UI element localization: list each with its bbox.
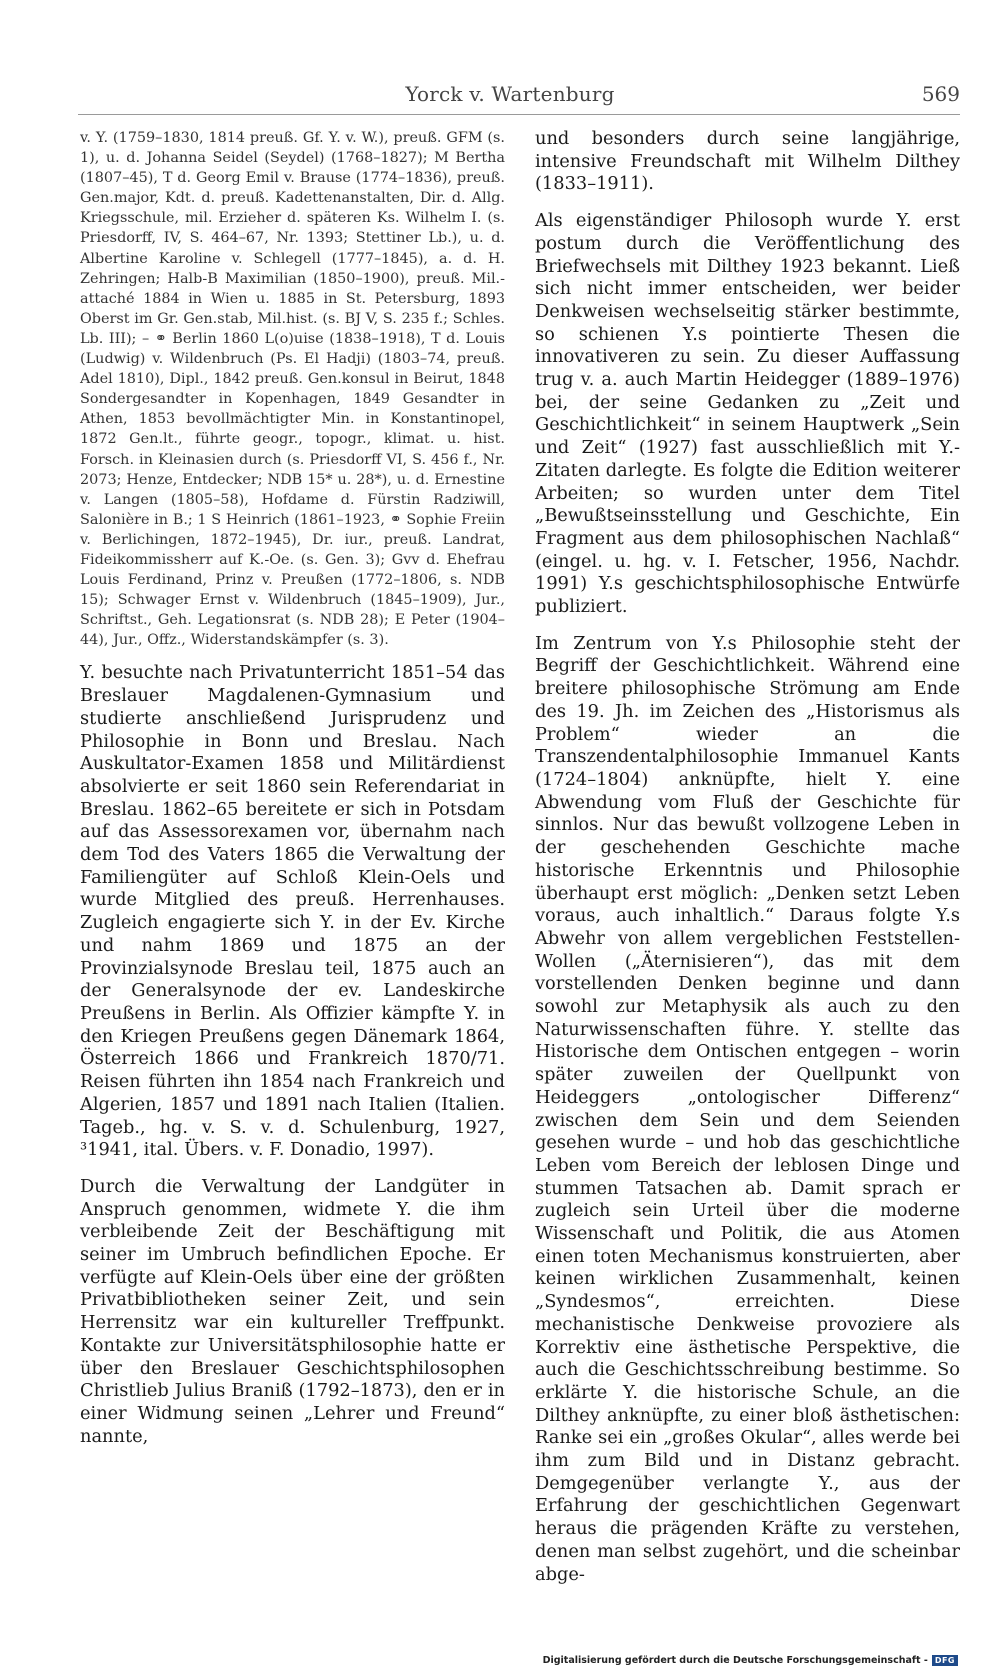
body-paragraph: Durch die Verwaltung der Landgüter in Anspruch genommen, widmete Y. die ihm verbleibende Zeit der Beschäftigung mit seiner im Umbruch befindlichen Epoche. Er verfügte auf Klein-Oels über eine der größten Privatbibliotheken seiner Zeit, und sein Herrensitz war ein kultureller Treffpunkt. Kontakte zur Universitätsphilosophie hatte er über den Breslauer Geschichtsphilosophen Christlieb Julius Braniß (1792–1873), den er in einer Widmung seinen „Lehrer und Freund“ nannte, bbox=[80, 1175, 505, 1447]
body-paragraph: Als eigenständiger Philosoph wurde Y. erst postum durch die Veröffentlichung des Briefwechsels mit Dilthey 1923 bekannt. Ließ sich nicht immer entscheiden, wer beider Denkweisen wechselseitig stärker bestimmte, so schienen Y.s pointierte Thesen die innovativeren zu sein. Zu dieser Auffassung trug v. a. auch Martin Heidegger (1889–1976) bei, der seine Gedanken zu „Zeit und Geschichtlichkeit“ in seinem Hauptwerk „Sein und Zeit“ (1927) fast ausschließlich mit Y.-Zitaten darlegte. Es folgte die Edition weiterer Arbeiten; so wurden unter dem Titel „Bewußtseinsstellung und Geschichte, Ein Fragment aus dem philosophischen Nachlaß“ (eingel. u. hg. v. I. Fetscher, 1956, Nachdr. 1991) Y.s geschichtsphilosophische Entwürfe publiziert. bbox=[535, 210, 960, 618]
header-rule bbox=[78, 114, 960, 115]
page-number: 569 bbox=[921, 82, 960, 106]
dfg-logo: DFG bbox=[932, 1655, 958, 1666]
left-column bbox=[80, 128, 505, 1462]
body-paragraph: Im Zentrum von Y.s Philosophie steht der Begriff der Geschichtlichkeit. Während eine breitere philosophische Strömung am Ende des 19. Jh. im Zeichen des „Historismus als Problem“ wieder an die Transzendentalphilosophie Immanuel Kants (1724–1804) anknüpfte, hielt Y. eine Abwendung vom Fluß der Geschichte für sinnlos. Nur das bewußt vollzogene Leben in der geschehenden Geschichte mache historische Erkenntnis und Philosophie überhaupt erst möglich: „Denken setzt Leben voraus, auch inhaltlich.“ Daraus folgte Y.s Abwehr von allem vergeblichen Feststellen-Wollen („Äternisieren“), das mit dem vorstellenden Denken beginne und dann sowohl zur Metaphysik als auch zu den Naturwissenschaften führe. Y. stellte das Historische dem Ontischen entgegen – worin später zuweilen der Quellpunkt von Heideggers „ontologischer Differenz“ zwischen dem Sein und dem Seienden gesehen wurde – und hob das geschichtliche Leben vom Bereich der leblosen Dinge und stummen Tatsachen ab. Damit sprach er zugleich sein Urteil über die moderne Wissenschaft und Politik, die aus Atomen einen toten Mechanismus konstruierten, aber keinen wirklichen Zusammenhalt, keinen „Syndesmos“, erreichten. Diese mechanistische Denkweise provoziere als Korrektiv eine ästhetische Perspektive, die auch die Geschichtsschreibung bestimme. So erklärte Y. die historische Schule, an die Dilthey anknüpfte, zu einer bloß ästhetischen: Ranke sei ein „großes Okular“, alles werde bei ihm zum Bild und in Distanz gebracht. Demgegenüber verlangte Y., aus der Erfahrung der geschichtlichen Gegenwart heraus die prägenden Kräfte zu verstehen, denen man selbst zugehört, und die scheinbar abge- bbox=[535, 632, 960, 1585]
footer-text: Digitalisierung gefördert durch die Deutsche Forschungsgemeinschaft - bbox=[542, 1655, 928, 1666]
running-header: Yorck v. Wartenburg bbox=[405, 82, 615, 106]
body-paragraph: Y. besuchte nach Privatunterricht 1851–54 das Breslauer Magdalenen-Gymnasium und studierte anschließend Jurisprudenz und Philosophie in Bonn und Breslau. Nach Auskultator-Examen 1858 und Militärdienst absolvierte er seit 1860 sein Referendariat in Breslau. 1862–65 bereitete er sich in Potsdam auf das Assessorexamen vor, übernahm nach dem Tod des Vaters 1865 die Verwaltung der Familiengüter auf Schloß Klein-Oels und wurde Mitglied des preuß. Herrenhauses. Zugleich engagierte sich Y. in der Ev. Kirche und nahm 1869 und 1875 an der Provinzialsynode Breslau teil, 1875 auch an der Generalsynode der ev. Landeskirche Preußens in Berlin. Als Offizier kämpfte Y. in den Kriegen Preußens gegen Dänemark 1864, Österreich 1866 und Frankreich 1870/71. Reisen führten ihn 1854 nach Frankreich und Algerien, 1857 und 1891 nach Italien (Italien. Tageb., hg. v. S. v. d. Schulenburg, 1927, ³1941, ital. Übers. v. F. Donadio, 1997). bbox=[80, 662, 505, 1161]
digitization-footer bbox=[543, 1655, 958, 1666]
body-paragraph: und besonders durch seine langjährige, intensive Freundschaft mit Wilhelm Dilthey (1833–1911). bbox=[535, 128, 960, 195]
genealogy-paragraph: v. Y. (1759–1830, 1814 preuß. Gf. Y. v. W.), preuß. GFM (s. 1), u. d. Johanna Seidel (Seydel) (1768–1827); M Bertha (1807–45), T d. Georg Emil v. Brause (1774–1836), preuß. Gen.major, Kdt. d. preuß. Kadettenanstalten, Dir. d. Allg. Kriegsschule, mil. Erzieher d. späteren Ks. Wilhelm I. (s. Priesdorff, IV, S. 464–67, Nr. 1393; Stettiner Lb.), u. d. Albertine Karoline v. Schlegell (1777–1845), a. d. H. Zehringen; Halb-B Maximilian (1850–1900), preuß. Mil.-attaché 1884 in Wien u. 1885 in St. Petersburg, 1893 Oberst im Gr. Gen.stab, Mil.hist. (s. BJ V, S. 235 f.; Schles. Lb. III); – ⚭ Berlin 1860 L(o)uise (1838–1918), T d. Louis (Ludwig) v. Wildenbruch (Ps. El Hadji) (1803–74, preuß. Adel 1810), Dipl., 1842 preuß. Gen.konsul in Beirut, 1848 Sondergesandter in Kopenhagen, 1849 Gesandter in Athen, 1853 bevollmächtigter Min. in Konstantinopel, 1872 Gen.lt., führte geogr., topogr., klimat. u. hist. Forsch. in Kleinasien durch (s. Priesdorff VI, S. 456 f., Nr. 2073; Henze, Entdecker; NDB 15* u. 28*), u. d. Ernestine v. Langen (1805–58), Hofdame d. Fürstin Radziwill, Salonière in B.; 1 S Heinrich (1861–1923, ⚭ Sophie Freiin v. Berlichingen, 1872–1945), Dr. iur., preuß. Landrat, Fideikommissherr auf K.-Oe. (s. Gen. 3); Gvv d. Ehefrau Louis Ferdinand, Prinz v. Preußen (1772–1806, s. NDB 15); Schwager Ernst v. Wildenbruch (1845–1909), Jur., Schriftst., Geh. Legationsrat (s. NDB 28); E Peter (1904–44), Jur., Offz., Widerstandskämpfer (s. 3). bbox=[80, 130, 505, 649]
right-column bbox=[535, 128, 960, 1600]
